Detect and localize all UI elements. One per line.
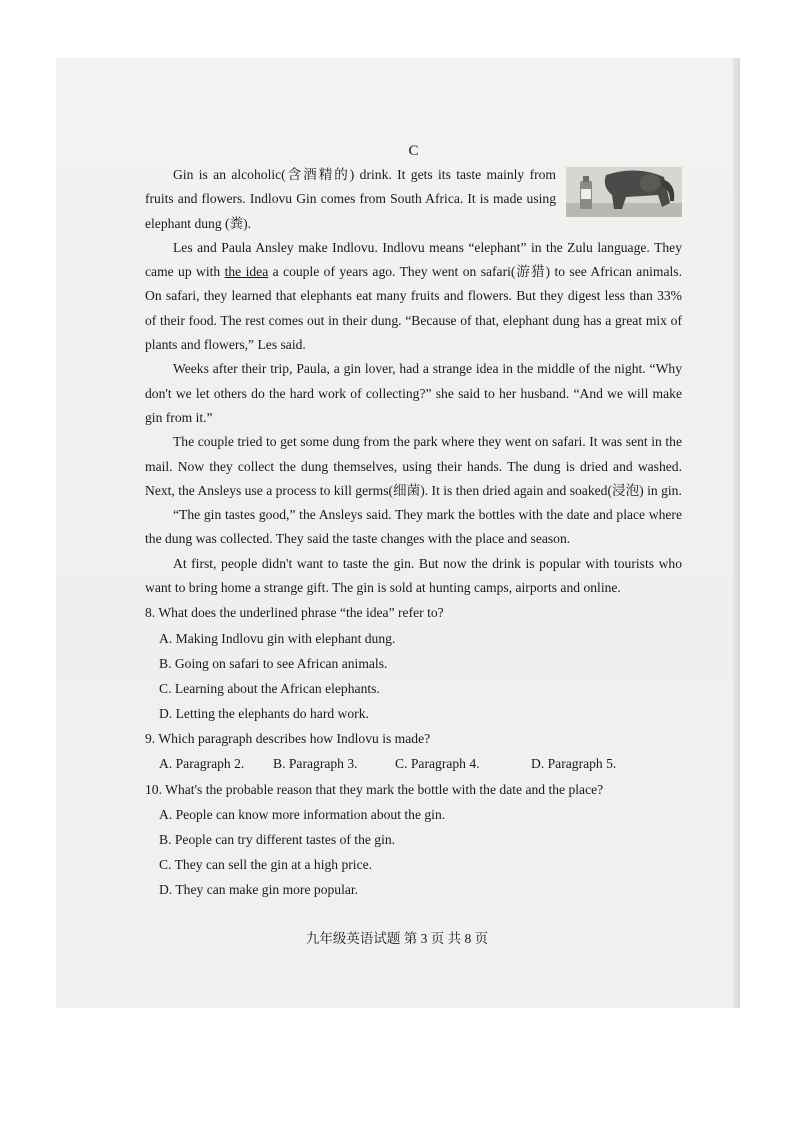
paragraph-6: At first, people didn't want to taste the gin. But now the drink is popular with tourists who want to bring home a strange gift. The gin is sold at hunting camps, airports and online. xyxy=(145,555,682,596)
underlined-phrase-the-idea: the idea xyxy=(224,264,269,280)
question-stem: 10. What's the probable reason that they mark the bottle with the date and the place? xyxy=(145,781,604,797)
option-c: C. Paragraph 4. xyxy=(395,755,480,771)
options-row xyxy=(145,751,682,777)
paragraph-5: “The gin tastes good,” the Ansleys said. They mark the bottles with the date and place where the dung was collected. They said the taste changes with the place and season. xyxy=(145,507,682,547)
section-heading: C xyxy=(408,143,419,159)
option-a: A. Making Indlovu gin with elephant dung. xyxy=(159,630,396,646)
paragraph-2-start: Les and Paula Ansley make Indlovu. Indlovu means “elephant” in the Zulu language. They came up with xyxy=(145,239,682,280)
option-d: D. Paragraph 5. xyxy=(531,755,617,771)
question-8 xyxy=(145,601,682,725)
option-a: A. Paragraph 2. xyxy=(159,755,245,771)
page-footer: 九年级英语试题 第 3 页 共 8 页 xyxy=(305,931,489,946)
option-b: B. People can try different tastes of the gin. xyxy=(159,832,396,848)
option-c: C. They can sell the gin at a high price. xyxy=(159,857,373,873)
reading-passage-c xyxy=(145,140,682,902)
paragraph-1: Gin is an alcoholic(含酒精的) drink. It gets its taste mainly from fruits and flowers. Indlovu Gin comes from South Africa. It is made using elephant dung (粪). xyxy=(145,167,556,231)
option-a: A. People can know more information about the gin. xyxy=(159,807,446,823)
paragraph-3: Weeks after their trip, Paula, a gin lover, had a strange idea in the middle of the night. “Why don't we let others do the hard work of collecting?” she said to her husband. “And we will make gin from it.” xyxy=(145,361,682,425)
elephant-photo xyxy=(566,167,682,217)
question-stem: 8. What does the underlined phrase “the idea” refer to? xyxy=(145,605,444,621)
option-c: C. Learning about the African elephants. xyxy=(159,680,380,696)
option-d: D. They can make gin more popular. xyxy=(159,882,359,898)
scan-edge-shadow xyxy=(733,58,740,1008)
option-d: D. Letting the elephants do hard work. xyxy=(159,705,369,721)
question-stem: 9. Which paragraph describes how Indlovu is made? xyxy=(145,730,431,746)
option-b: B. Going on safari to see African animals. xyxy=(159,655,388,671)
question-9 xyxy=(145,727,682,777)
paragraph-2 xyxy=(145,236,682,357)
elephant-image xyxy=(566,167,682,217)
question-10 xyxy=(145,778,682,902)
paragraph-2-end: a couple of years ago. They went on safari(游猎) to see African animals. On safari, they learned that elephants eat many fruits and flowers. But they digest less than 33% of their food. The rest comes out in their dung. “Because of that, elephant dung has a great mix of plants and flowers,” Les said. xyxy=(145,264,682,353)
paragraph-4: The couple tried to get some dung from the park where they went on safari. It was sent in the mail. Now they collect the dung themselves, using their hands. The dung is dried and washed. Next, the Ansleys use a process to kill germs(细菌). It is then dried again and soaked(浸泡) in gin. xyxy=(145,434,682,498)
option-b: B. Paragraph 3. xyxy=(273,755,358,771)
